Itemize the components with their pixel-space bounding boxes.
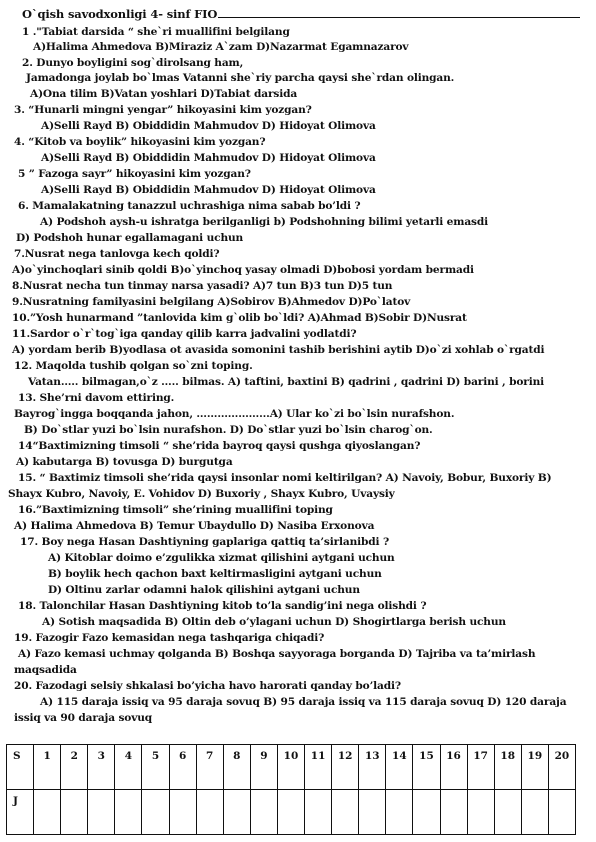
answer-number-cell: 18 [494, 745, 521, 790]
answer-blank-cell[interactable] [223, 790, 250, 835]
question-line: A) Podshoh aysh-u ishratga berilganligi b) Podshohning bilimi yetarli emasdi [40, 216, 488, 228]
answer-blank-cell[interactable] [359, 790, 386, 835]
answer-blank-cell[interactable] [413, 790, 440, 835]
question-line: A)Ona tilim B)Vatan yoshlari D)Tabiat darsida [30, 88, 298, 100]
answer-number-cell: 19 [521, 745, 548, 790]
fio-name-line [218, 17, 580, 18]
question-line: 6. Mamalakatning tanazzul uchrashiga nima sabab bo’ldi ? [18, 200, 361, 212]
question-line: A)Selli Rayd B) Obiddidin Mahmudov D) Hidoyat Olimova [41, 184, 376, 196]
answer-blank-cell[interactable] [34, 790, 61, 835]
answer-blank-cell[interactable] [250, 790, 277, 835]
answer-number-cell: 10 [277, 745, 304, 790]
answer-number-cell: 8 [223, 745, 250, 790]
answer-number-cell: 15 [413, 745, 440, 790]
answer-number-cell: 4 [115, 745, 142, 790]
question-line: 17. Boy nega Hasan Dashtiyning gaplariga qattiq ta’sirlanibdi ? [20, 536, 390, 548]
question-line: 5 ” Fazoga sayr” hikoyasini kim yozgan? [18, 168, 251, 180]
question-line: B) boylik hech qachon baxt keltirmasligini aytgani uchun [48, 568, 382, 580]
question-line: 11.Sardor o`r`tog`iga qanday qilib karra jadvalini yodlatdi? [12, 328, 357, 340]
answer-blank-cell[interactable] [196, 790, 223, 835]
question-line: 19. Fazogir Fazo kemasidan nega tashqariga chiqadi? [14, 632, 325, 644]
answer-number-cell: 13 [359, 745, 386, 790]
question-line: 2. Dunyo boyligini sog`dirolsang ham, [22, 57, 244, 69]
answer-blank-cell[interactable] [142, 790, 169, 835]
answer-blank-cell[interactable] [277, 790, 304, 835]
answer-number-cell: 7 [196, 745, 223, 790]
question-line: 3. “Hunarli mingni yengar” hikoyasini kim yozgan? [14, 104, 312, 116]
answer-blank-cell[interactable] [521, 790, 548, 835]
question-line: D) Podshoh hunar egallamagani uchun [16, 232, 244, 244]
question-line: A)Selli Rayd B) Obiddidin Mahmudov D) Hidoyat Olimova [41, 120, 376, 132]
question-line: 8.Nusrat necha tun tinmay narsa yasadi? A)7 tun B)3 tun D)5 tun [12, 280, 393, 292]
answer-number-cell: 17 [467, 745, 494, 790]
question-line: A)Selli Rayd B) Obiddidin Mahmudov D) Hidoyat Olimova [41, 152, 376, 164]
answer-blank-cell[interactable] [440, 790, 467, 835]
question-line: A) Sotish maqsadida B) Oltin deb o’ylagani uchun D) Shogirtlarga berish uchun [42, 616, 506, 628]
question-line: 7.Nusrat nega tanlovga kech qoldi? [14, 248, 220, 260]
question-line: A) Kitoblar doimo e’zgulikka xizmat qilishini aytgani uchun [48, 552, 395, 564]
answer-table-header-row [7, 745, 576, 790]
answer-table-row-label: J [7, 790, 34, 835]
answer-number-cell: 14 [386, 745, 413, 790]
answer-blank-cell[interactable] [115, 790, 142, 835]
answer-number-cell: 12 [332, 745, 359, 790]
question-line: issiq va 90 daraja sovuq [14, 712, 153, 724]
question-line: 12. Maqolda tushib qolgan so`zni toping. [14, 360, 253, 372]
question-line: Bayrog`ingga boqqanda jahon, ………………...A) Ular ko`zi bo`lsin nurafshon. [14, 408, 455, 420]
answer-number-cell: 2 [61, 745, 88, 790]
answer-blank-cell[interactable] [386, 790, 413, 835]
answer-blank-cell[interactable] [88, 790, 115, 835]
question-line: 14“Baxtimizning timsoli “ she’rida bayroq qaysi qushga qiyoslangan? [18, 440, 421, 452]
question-line: A) Halima Ahmedova B) Temur Ubaydullo D) Nasiba Erxonova [14, 520, 375, 532]
question-line: A) 115 daraja issiq va 95 daraja sovuq B) 95 daraja issiq va 115 daraja sovuq D) 120 daraja [40, 696, 567, 708]
question-line: 4. “Kitob va boylik” hikoyasini kim yozgan? [14, 136, 266, 148]
answer-number-cell: 16 [440, 745, 467, 790]
question-line: maqsadida [14, 664, 77, 676]
answer-table-header-label: S [7, 745, 34, 790]
question-line: A) kabutarga B) tovusga D) burgutga [16, 456, 233, 468]
answer-blank-cell[interactable] [169, 790, 196, 835]
worksheet-title: O`qish savodxonligi 4- sinf FIO [22, 7, 218, 21]
question-line: 20. Fazodagi selsiy shkalasi bo’yicha havo harorati qanday bo’ladi? [14, 680, 401, 692]
answer-number-cell: 1 [34, 745, 61, 790]
answer-number-cell: 9 [250, 745, 277, 790]
question-line: A) yordam berib B)yodlasa ot avasida somonini tashib berishini aytib D)o`zi xohlab o`rgatdi [12, 344, 545, 356]
question-line: Jamadonga joylab bo`lmas Vatanni she`riy parcha qaysi she`rdan olingan. [26, 72, 455, 84]
answer-blank-cell[interactable] [305, 790, 332, 835]
answer-number-cell: 20 [548, 745, 575, 790]
answer-number-cell: 11 [305, 745, 332, 790]
question-line: D) Oltinu zarlar odamni halok qilishini aytgani uchun [48, 584, 360, 596]
question-line: A)Halima Ahmedova B)Miraziz A`zam D)Nazarmat Egamnazarov [33, 41, 409, 53]
answer-table-answer-row [7, 790, 576, 835]
question-line: 16.”Baxtimizning timsoli” she’rining muallifini toping [18, 504, 333, 516]
question-line: Shayx Kubro, Navoiy, E. Vohidov D) Buxoriy , Shayx Kubro, Uvaysiy [8, 488, 395, 500]
question-line: 10.”Yosh hunarmand ”tanlovida kim g`olib bo`ldi? A)Ahmad B)Sobir D)Nusrat [12, 312, 467, 324]
answer-blank-cell[interactable] [467, 790, 494, 835]
question-line: A) Fazo kemasi uchmay qolganda B) Boshqa sayyoraga borganda D) Tajriba va ta’mirlash [18, 648, 536, 660]
answer-blank-cell[interactable] [548, 790, 575, 835]
answer-blank-cell[interactable] [61, 790, 88, 835]
question-line: 9.Nusratning familyasini belgilang A)Sobirov B)Ahmedov D)Po`latov [12, 296, 411, 308]
question-line: 18. Talonchilar Hasan Dashtiyning kitob to’la sandig’ini nega olishdi ? [18, 600, 427, 612]
question-line: 1 ."Tabiat darsida “ she`ri muallifini belgilang [22, 26, 290, 38]
question-line: Vatan….. bilmagan,o`z ….. bilmas. A) taftini, baxtini B) qadrini , qadrini D) barini , borini [28, 376, 545, 388]
answer-blank-cell[interactable] [494, 790, 521, 835]
answer-number-cell: 6 [169, 745, 196, 790]
answer-table [6, 744, 576, 835]
question-line: 15. “ Baxtimiz timsoli she’rida qaysi insonlar nomi keltirilgan? A) Navoiy, Bobur, Buxoriy B) [18, 472, 552, 484]
answer-number-cell: 5 [142, 745, 169, 790]
answer-number-cell: 3 [88, 745, 115, 790]
question-line: 13. She’rni davom ettiring. [18, 392, 175, 404]
question-line: B) Do`stlar yuzi bo`lsin nurafshon. D) Do`stlar yuzi bo`lsin charog`on. [24, 424, 433, 436]
question-line: A)o`yinchoqlari sinib qoldi B)o`yinchoq yasay olmadi D)bobosi yordam bermadi [12, 264, 474, 276]
answer-blank-cell[interactable] [332, 790, 359, 835]
